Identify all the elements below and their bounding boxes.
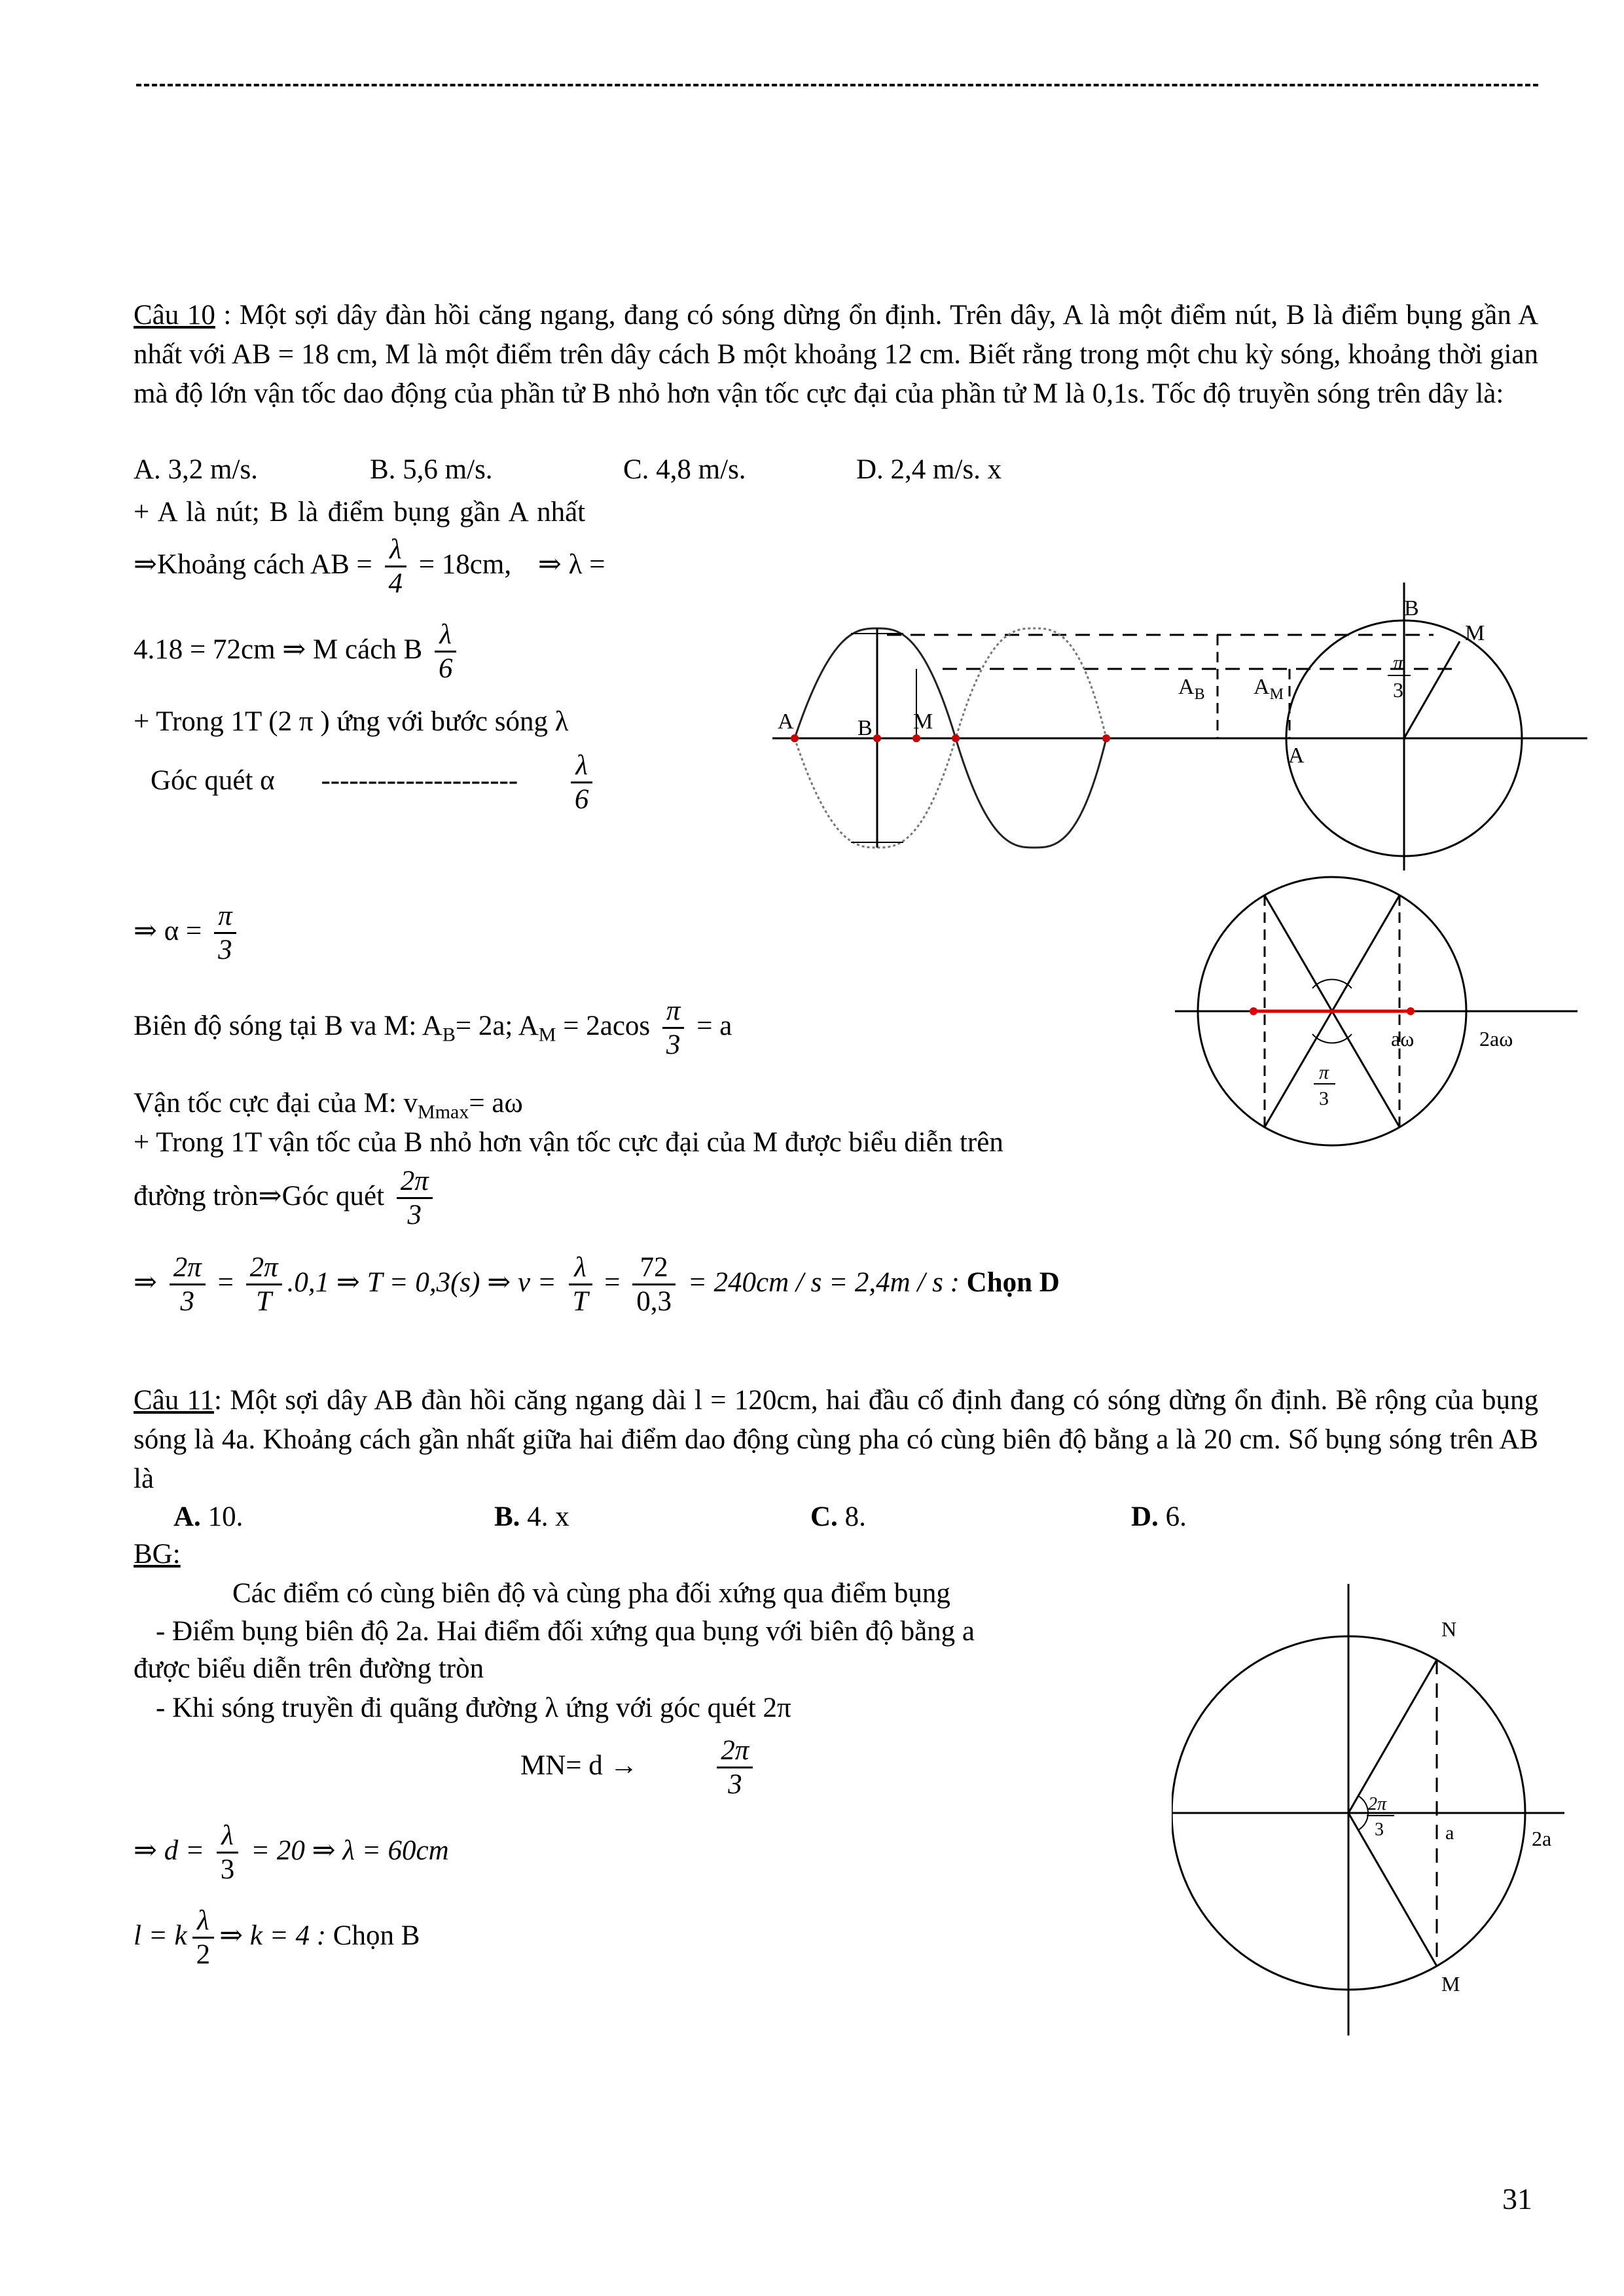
point-node <box>952 734 960 742</box>
q11-sol-4: - Khi sóng truyền đi quãng đường λ ứng với góc quét 2π <box>156 1693 791 1723</box>
eq1-a: ⇒ d = <box>134 1835 205 1866</box>
header-dashed-rule <box>136 84 1538 86</box>
frac-num: 2π <box>400 1166 429 1196</box>
frac-num: 2π <box>249 1252 278 1283</box>
q11-bg: BG: <box>134 1539 181 1570</box>
q10-sol-ab-label: ⇒Khoảng cách AB = <box>134 548 372 580</box>
q11-frac-lambda-3 <box>217 1820 239 1886</box>
q10-frac-pi-3b <box>662 995 685 1062</box>
opt-key: A. <box>173 1501 201 1532</box>
q11-arc <box>1358 1796 1368 1813</box>
point-b <box>873 734 881 742</box>
frac-den: T <box>569 1283 592 1318</box>
vel-red-dot-right <box>1407 1007 1415 1015</box>
point-a <box>791 734 799 742</box>
q10-sol-dashes: --------------------- <box>321 764 518 796</box>
vel-label-aw: aω <box>1391 1027 1415 1050</box>
q11-eq-1 <box>134 1820 449 1886</box>
q11-frac-2pi-3 <box>717 1734 753 1801</box>
eq2-a: l = k <box>134 1920 187 1951</box>
f-end: = 240cm / s = 2,4m / s : <box>687 1266 960 1298</box>
q11-text: : Một sợi dây AB đàn hồi căng ngang dài l = 120cm, hai đầu cố định đang có sóng dừng ổn định. Bề rộng của bụng sóng là 4a. Khoảng cách gần nhất giữa hai điểm dao động cùng pha có cùng biên độ bằng a là 20 cm. Số bụng sóng trên AB là <box>134 1385 1538 1494</box>
amp-sub-m: M <box>538 1024 556 1046</box>
q11-sol-1: Các điểm có cùng biên độ và cùng pha đối xứng qua điểm bụng <box>232 1578 950 1609</box>
circle-three: 3 <box>1393 678 1403 702</box>
q11-option-d <box>1131 1499 1187 1535</box>
q10-frac-lambda-6b <box>571 749 593 816</box>
amp-text-3: = 2acos <box>556 1010 651 1041</box>
q10-frac-lambda-6 <box>435 619 457 685</box>
frac-num: 72 <box>640 1252 668 1283</box>
vmax-text-1: Vận tốc cực đại của M: v <box>134 1088 418 1119</box>
q11-label-n: N <box>1441 1617 1457 1641</box>
q10-option-a: A. 3,2 m/s. <box>134 454 258 485</box>
q10-frac-pi-3 <box>214 900 236 967</box>
q10-final-formula <box>134 1251 1060 1318</box>
opt-key: C. <box>810 1501 838 1532</box>
q11-sol-5 <box>520 1734 758 1801</box>
frac-den: T <box>246 1283 282 1318</box>
q10-sol-line3 <box>134 619 461 685</box>
q10-sol-line5 <box>151 749 598 816</box>
frac-num: 2π <box>173 1252 202 1283</box>
q10-option-d: D. 2,4 m/s. x <box>856 454 1002 485</box>
point-m <box>912 734 920 742</box>
frac-den: 6 <box>435 651 457 685</box>
page-number: 31 <box>1502 2182 1532 2215</box>
amp-text-4: = a <box>696 1010 732 1041</box>
q10-sol-line8 <box>134 1085 523 1125</box>
q10-sol-alpha-eq: ⇒ α = <box>134 915 202 946</box>
circle-label-a: A <box>1288 744 1305 768</box>
circle-label-b: B <box>1404 596 1419 620</box>
q11-label-a: a <box>1445 1822 1454 1844</box>
vel-label-2aw: 2aω <box>1479 1027 1513 1050</box>
opt-val: 8. <box>837 1501 866 1532</box>
q11-fig-2pi: 2π <box>1368 1794 1387 1814</box>
f-frac-72-03 <box>632 1251 676 1318</box>
f-mid: .0,1 ⇒ T = 0,3(s) ⇒ v = <box>287 1266 556 1298</box>
q11-option-c <box>810 1499 866 1535</box>
label-am: $A_M$ <box>1254 675 1284 703</box>
frac-num: λ <box>221 1820 234 1851</box>
q10-option-c: C. 4,8 m/s. <box>623 454 746 485</box>
q10-sol-line9: + Trong 1T vận tốc của B nhỏ hơn vận tốc cực đại của M được biểu diễn trên <box>134 1127 1003 1158</box>
f-arrow: ⇒ <box>134 1266 158 1298</box>
eq2-b: ⇒ k = 4 : <box>219 1920 327 1951</box>
q11-option-a <box>173 1499 243 1535</box>
f-eq-2: = <box>604 1266 621 1298</box>
frac-den: 2 <box>192 1937 215 1971</box>
mn-eq: MN= d → <box>520 1749 638 1781</box>
q11-frac-lambda-2 <box>192 1905 215 1971</box>
frac-num: π <box>666 996 681 1026</box>
q11-choice: Chọn B <box>333 1920 420 1951</box>
label-m: M <box>913 709 933 734</box>
f-eq-1: = <box>217 1266 234 1298</box>
q10-label: Câu 10 <box>134 300 215 331</box>
q11-label: Câu 11 <box>134 1385 215 1416</box>
f-frac-2pi-3 <box>170 1251 206 1318</box>
goc-quet-text: đường tròn⇒Góc quét <box>134 1180 385 1211</box>
frac-den: 3 <box>717 1767 753 1801</box>
q10-sol-ab-value: = 18cm, <box>418 548 512 580</box>
q11-eq-2 <box>134 1905 420 1971</box>
q11-sol-2: - Điểm bụng biên độ 2a. Hai điểm đối xứng qua bụng với biên độ bằng a <box>156 1616 975 1647</box>
q11-circle-figure <box>1172 1584 1578 2042</box>
q10-sol-line10 <box>134 1165 438 1232</box>
frac-den: 3 <box>170 1283 206 1318</box>
opt-key: B. <box>494 1501 520 1532</box>
q11-statement <box>134 1381 1538 1499</box>
label-ab: $A_B$ <box>1178 675 1205 703</box>
frac-num: λ <box>439 619 452 650</box>
f-frac-lambda-T <box>569 1251 592 1318</box>
frac-den: 3 <box>214 932 236 966</box>
frac-num: λ <box>389 534 402 565</box>
vel-pi: π <box>1319 1062 1329 1083</box>
q10-velocity-circle <box>1175 870 1581 1152</box>
frac-num: λ <box>575 750 588 781</box>
circle-label-m: M <box>1465 621 1485 645</box>
f-frac-2pi-T <box>246 1251 282 1318</box>
vmax-sub: Mmax <box>418 1101 469 1123</box>
q10-option-b: B. 5,6 m/s. <box>370 454 493 485</box>
q11-radius-n <box>1348 1660 1437 1813</box>
q10-statement <box>134 296 1538 414</box>
q10-sol-line6 <box>134 900 242 967</box>
circle-pi: π <box>1393 651 1404 674</box>
amp-text-2: = 2a; A <box>455 1010 539 1041</box>
q10-choice: Chọn D <box>966 1266 1060 1298</box>
frac-den: 4 <box>385 565 407 600</box>
q11-label-2a: 2a <box>1532 1827 1552 1850</box>
label-a: A <box>778 709 794 734</box>
frac-den: 6 <box>571 781 593 816</box>
q10-sol-lambda-eq: ⇒ λ = <box>537 548 605 580</box>
frac-den: 3 <box>662 1027 685 1061</box>
vel-three: 3 <box>1319 1088 1329 1109</box>
opt-val: 10. <box>200 1501 244 1532</box>
frac-num: λ <box>574 1252 586 1283</box>
q10-sol-goc-quet: Góc quét α <box>151 764 275 796</box>
q10-text: : Một sợi dây đàn hồi căng ngang, đang có sóng dừng ổn định. Trên dây, A là một điểm nút, B là điểm bụng gần A nhất với AB = 18 cm, M là một điểm trên dây cách B một khoảng 12 cm. Biết rằng trong một chu kỳ sóng, khoảng thời gian mà độ lớn vận tốc dao động của phần tử B nhỏ hơn vận tốc cực đại của phần tử M là 0,1s. Tốc độ truyền sóng trên dây là: <box>134 300 1538 409</box>
opt-val: 4. x <box>520 1501 569 1532</box>
q11-radius-m <box>1348 1813 1437 1966</box>
point-node-2 <box>1102 734 1110 742</box>
q11-arc-b <box>1358 1813 1368 1830</box>
q11-sol-3: được biểu diễn trên đường tròn <box>134 1653 484 1684</box>
amp-text-1: Biên độ sóng tại B va M: A <box>134 1010 442 1041</box>
frac-num: λ <box>197 1905 209 1936</box>
q11-label-m: M <box>1441 1972 1460 1996</box>
q11-option-b <box>494 1499 569 1535</box>
frac-den: 3 <box>397 1197 433 1231</box>
vel-red-dot-left <box>1250 1007 1257 1015</box>
opt-key: D. <box>1131 1501 1159 1532</box>
frac-num: π <box>218 901 232 931</box>
eq1-b: = 20 ⇒ λ = 60cm <box>251 1835 449 1866</box>
q10-sol-m-cach-b: 4.18 = 72cm ⇒ M cách B <box>134 634 423 665</box>
label-b: B <box>857 716 873 740</box>
q10-frac-2pi-3 <box>397 1165 433 1232</box>
q10-wave-figure <box>766 563 1591 890</box>
frac-den: 3 <box>217 1852 239 1886</box>
q10-sol-line2 <box>134 533 605 600</box>
q11-fig-three: 3 <box>1375 1820 1384 1840</box>
q10-frac-lambda-4 <box>385 533 407 600</box>
opt-val: 6. <box>1158 1501 1187 1532</box>
circle-radius-m <box>1404 641 1460 738</box>
frac-num: 2π <box>721 1735 749 1766</box>
frac-den: 0,3 <box>632 1283 676 1318</box>
q10-sol-line1: + A là nút; B là điểm bụng gần A nhất <box>134 497 586 528</box>
q10-sol-line7 <box>134 995 732 1062</box>
vmax-text-2: = aω <box>469 1088 523 1119</box>
q10-sol-line4: + Trong 1T (2 π ) ứng với bước sóng λ <box>134 706 569 737</box>
amp-sub-b: B <box>442 1024 456 1046</box>
